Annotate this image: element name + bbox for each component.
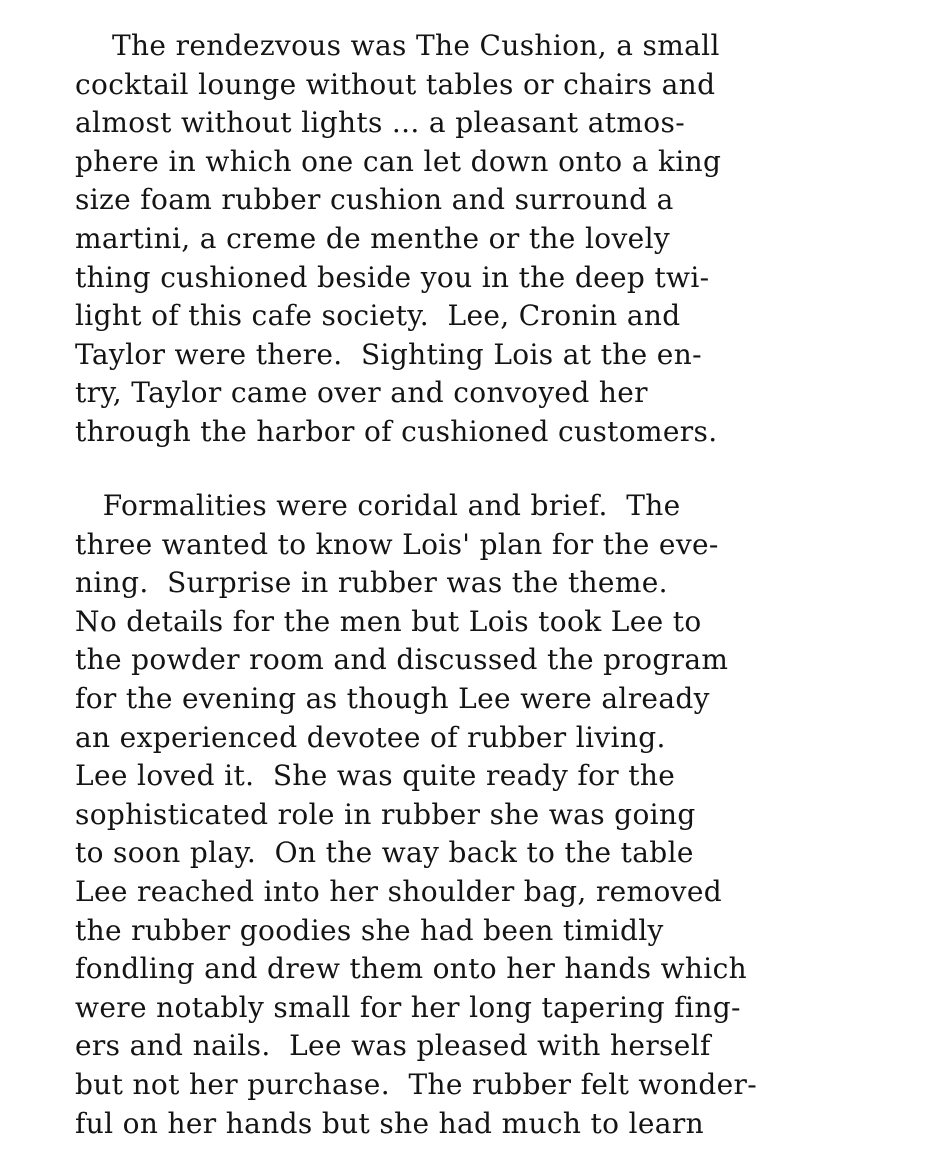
text-line: size foam rubber cushion and surround a (75, 183, 674, 217)
text-line: Formalities were coridal and brief. The (75, 489, 681, 522)
text-line: but not her purchase. The rubber felt wonder- (75, 1067, 758, 1101)
text-line: to soon play. On the way back to the table (75, 836, 694, 870)
text-line: Lee reached into her shoulder bag, removed (75, 874, 723, 908)
text-line: were notably small for her long tapering fing- (75, 990, 741, 1024)
text-line: three wanted to know Lois' plan for the eve- (75, 527, 719, 561)
text-line: the powder room and discussed the program (75, 643, 729, 677)
text-line: light of this cafe society. Lee, Cronin and (75, 299, 681, 333)
text-line: thing cushioned beside you in the deep twi- (75, 260, 710, 294)
text-line: ful on her hands but she had much to learn (75, 1106, 704, 1140)
text-line: ning. Surprise in rubber was the theme. (75, 566, 668, 600)
text-line: try, Taylor came over and convoyed her (75, 376, 648, 410)
paragraph-2 (75, 487, 757, 1143)
text-line: ers and nails. Lee was pleased with herself (75, 1029, 711, 1063)
text-line: No details for the men but Lois took Lee to (75, 604, 702, 638)
text-line: Taylor were there. Sighting Lois at the en- (75, 337, 702, 371)
paragraph-1 (75, 27, 721, 452)
text-line: almost without lights ... a pleasant atmos- (75, 106, 686, 140)
text-line: through the harbor of cushioned customers. (75, 414, 718, 448)
text-line: sophisticated role in rubber she was going (75, 797, 696, 831)
text-line: cocktail lounge without tables or chairs and (75, 67, 716, 101)
text-line: for the evening as though Lee were already (75, 681, 710, 715)
text-line: the rubber goodies she had been timidly (75, 913, 664, 947)
text-line: fondling and drew them onto her hands which (75, 952, 748, 986)
text-line: martini, a creme de menthe or the lovely (75, 221, 671, 255)
text-line: an experienced devotee of rubber living. (75, 720, 666, 754)
text-line: Lee loved it. She was quite ready for the (75, 759, 676, 793)
text-line: phere in which one can let down onto a king (75, 144, 722, 178)
text-line: The rendezvous was The Cushion, a small (75, 29, 720, 62)
